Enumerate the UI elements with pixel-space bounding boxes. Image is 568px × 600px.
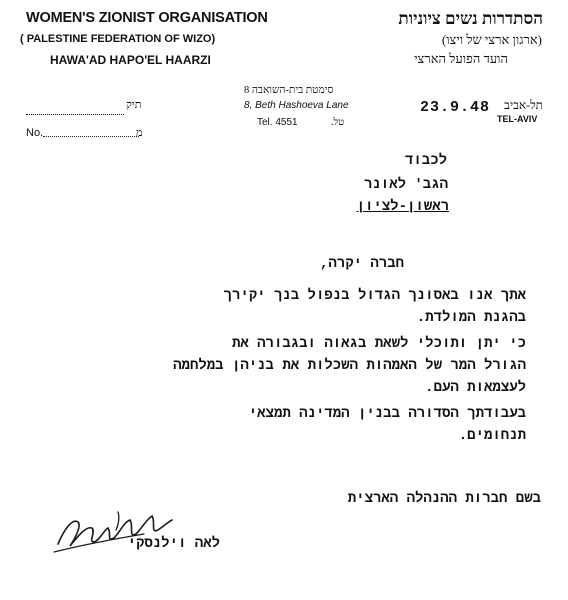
file-number-line (26, 104, 124, 115)
body-line: בהגנת המולדת. (416, 310, 526, 326)
executive-name-he: הועד הפועל הארצי (414, 51, 508, 66)
body-line: בעבודתך הסדורה בבנין המדינה תמצאי (248, 406, 526, 422)
street-address-en: 8, Beth Hashoeva Lane (244, 100, 349, 111)
body-line: הגורל המר של האמהות השכלות את בניהן במלחמה (173, 358, 526, 374)
closing-line: בשם חברות ההנהלה הארצית (347, 491, 541, 507)
recipient-city: ראשון-לציון (356, 199, 449, 215)
date-city-en: TEL-AVIV (497, 114, 538, 124)
body-line: כי יתן ותוכלי לשאת בגאוה ובגבורה את (231, 336, 526, 352)
telephone-en: Tel. 4551 (257, 117, 298, 128)
body-line: לעצמאות העם. (425, 380, 526, 396)
recipient-honorific: לכבוד (404, 153, 447, 169)
federation-name-en: ( PALESTINE FEDERATION OF WIZO) (20, 33, 216, 45)
salutation: חברה יקרה, (319, 256, 404, 272)
signatory-name: לאה וילנסקי (127, 536, 220, 552)
street-address-he: סימטת בית-השואבה 8 (244, 85, 334, 96)
reference-number-label-he: מ (136, 127, 143, 139)
telephone-label-he: טל. (331, 117, 345, 128)
executive-name-en: HAWA'AD HAPO'EL HAARZI (50, 53, 211, 67)
reference-number-label: No. (26, 127, 44, 139)
letter-date: 23.9.48 (420, 99, 491, 116)
org-name-en: WOMEN'S ZIONIST ORGANISATION (26, 10, 268, 26)
reference-number-line (43, 136, 139, 137)
date-city-he: תל-אביב (504, 98, 543, 112)
federation-name-he: (ארגון ארצי של ויצו) (441, 32, 542, 47)
recipient-name: הגב' לאונר (363, 177, 448, 193)
body-line: תנחומים. (458, 428, 526, 444)
file-number-label-he: תיק (126, 99, 142, 111)
org-name-he: הסתדרות נשים ציוניות (398, 9, 543, 28)
body-line: אתך אנו באסונך הגדול בנפול בנך יקירך (223, 288, 526, 304)
